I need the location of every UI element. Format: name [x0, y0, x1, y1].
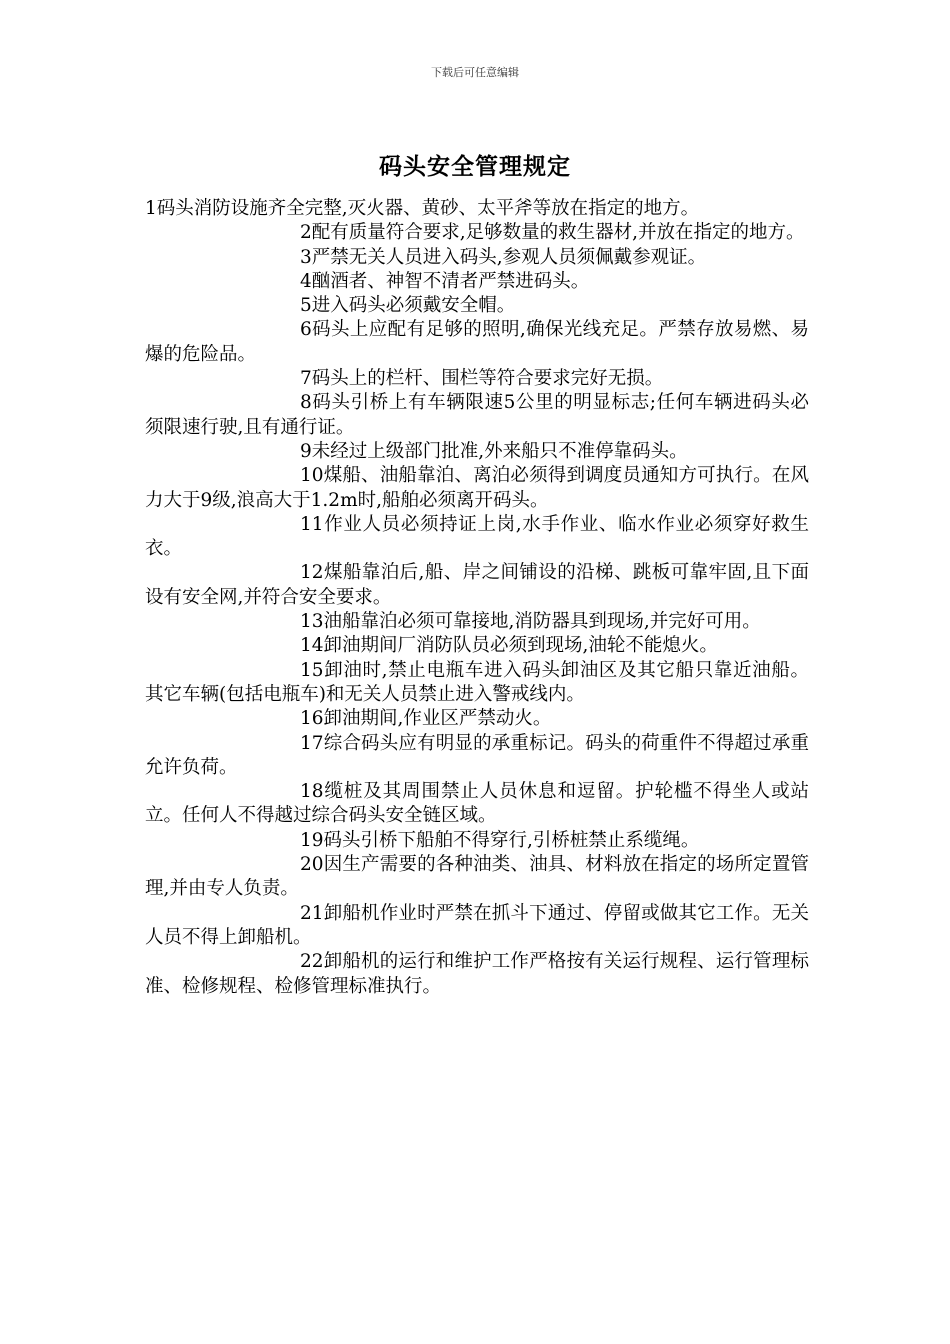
clause-4: 4酗酒者、神智不清者严禁进码头。 [300, 270, 590, 292]
clause-17: 17综合码头应有明显的承重标记。码头的荷重件不得超过承重允许负荷。 [145, 732, 809, 778]
clause-20: 20因生产需要的各种油类、油具、材料放在指定的场所定置管理,并由专人负责。 [145, 854, 809, 900]
clause-8: 8码头引桥上有车辆限速5公里的明显标志;任何车辆进码头必须限速行驶,且有通行证。 [145, 392, 809, 438]
clause-6: 6码头上应配有足够的照明,确保光线充足。严禁存放易燃、易爆的危险品。 [145, 319, 809, 365]
clause-10: 10煤船、油船靠泊、离泊必须得到调度员通知方可执行。在风力大于9级,浪高大于1.2m时,船舶必须离开码头。 [145, 465, 809, 511]
clause-7: 7码头上的栏杆、围栏等符合要求完好无损。 [300, 368, 664, 390]
document-title: 码头安全管理规定 [379, 153, 571, 180]
clause-16: 16卸油期间,作业区严禁动火。 [300, 708, 552, 730]
clause-2: 2配有质量符合要求,足够数量的救生器材,并放在指定的地方。 [300, 222, 805, 244]
header-note: 下载后可任意编辑 [431, 66, 519, 79]
clause-3: 3严禁无关人员进入码头,参观人员须佩戴参观证。 [300, 246, 707, 268]
clause-22: 22卸船机的运行和维护工作严格按有关运行规程、运行管理标准、检修规程、检修管理标准执行。 [145, 951, 809, 997]
clause-13: 13油船靠泊必须可靠接地,消防器具到现场,并完好可用。 [300, 611, 761, 633]
clause-1: 1码头消防设施齐全完整,灭火器、黄砂、太平斧等放在指定的地方。 [145, 198, 700, 219]
clause-18: 18缆桩及其周围禁止人员休息和逗留。护轮槛不得坐人或站立。任何人不得越过综合码头安全链区域。 [145, 781, 809, 827]
clause-5: 5进入码头必须戴安全帽。 [300, 295, 516, 317]
clause-15: 15卸油时,禁止电瓶车进入码头卸油区及其它船只靠近油船。其它车辆(包括电瓶车)和无关人员禁止进入警戒线内。 [145, 659, 809, 705]
clause-19: 19码头引桥下船舶不得穿行,引桥桩禁止系缆绳。 [300, 829, 700, 851]
clause-14: 14卸油期间厂消防队员必须到现场,油轮不能熄火。 [300, 635, 718, 657]
clause-9: 9未经过上级部门批准,外来船只不准停靠码头。 [300, 440, 688, 462]
clause-list [145, 197, 809, 999]
clause-12: 12煤船靠泊后,船、岸之间铺设的沿梯、跳板可靠牢固,且下面设有安全网,并符合安全要求。 [145, 562, 809, 608]
clause-21: 21卸船机作业时严禁在抓斗下通过、停留或做其它工作。无关人员不得上卸船机。 [145, 902, 809, 948]
clause-11: 11作业人员必须持证上岗,水手作业、临水作业必须穿好救生衣。 [145, 513, 809, 560]
